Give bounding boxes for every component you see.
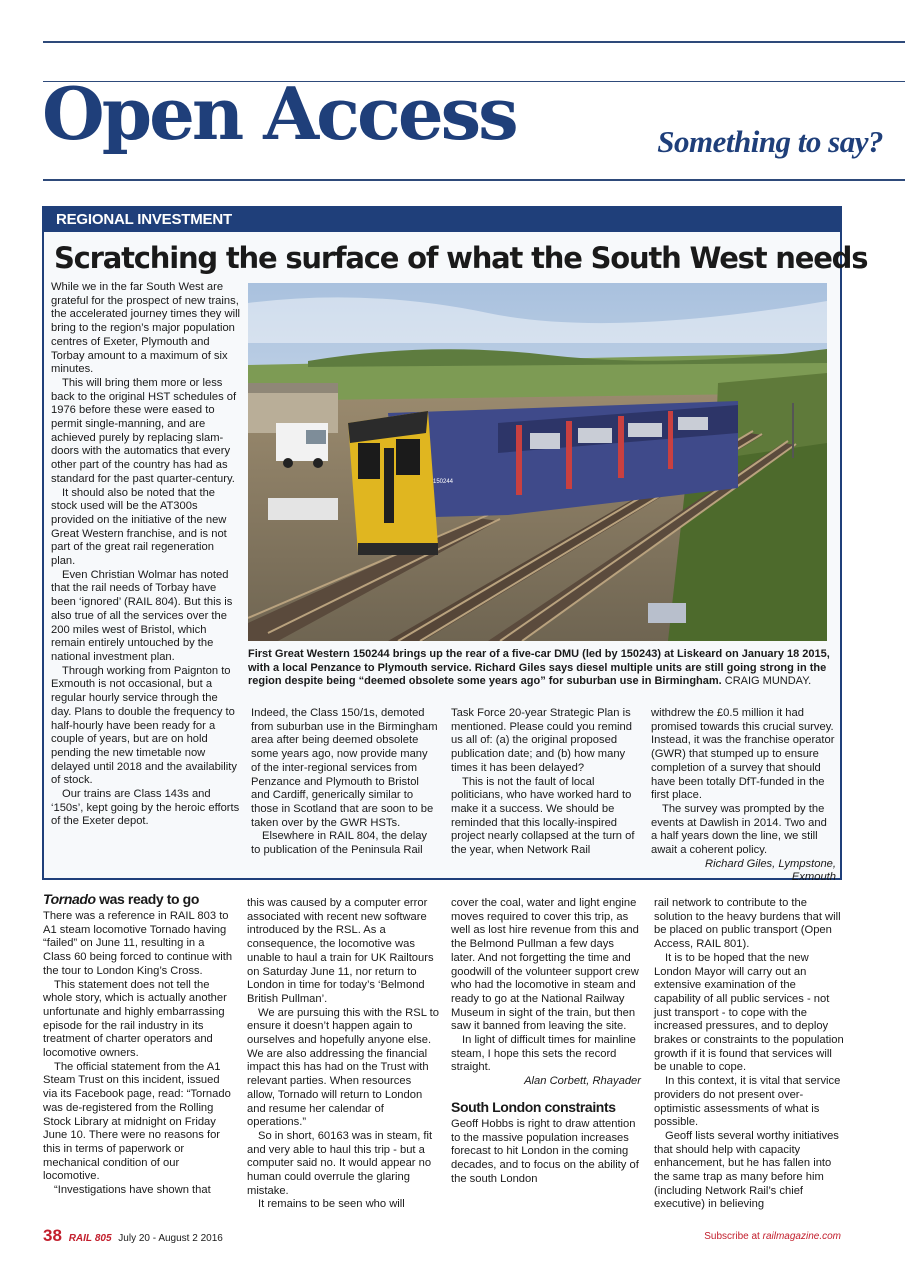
masthead-tagline: Something to say? — [657, 124, 883, 159]
train-photo — [248, 283, 827, 641]
paragraph: Our trains are Class 143s and ‘150s’, kept going by the heroic efforts of the Exeter depot. — [51, 788, 240, 828]
letter-column-1 — [43, 891, 235, 1198]
feature-column-3 — [451, 707, 639, 858]
paragraph: There was a reference in RAIL 803 to A1 steam locomotive Tornado having “failed” on June 11, resulting in a Class 60 being forced to continue with the tour to London King’s Cross. — [43, 910, 233, 977]
paragraph: It should also be noted that the stock used will be the AT300s provided on the initiative of the new Great Western franchise, and is not part of the great rail regeneration plan. — [51, 486, 227, 568]
paragraph: In this context, it is vital that service providers do not present over-optimistic assessments of what is possible. — [654, 1075, 841, 1129]
photo-caption — [248, 648, 833, 689]
feature-column-1 — [51, 281, 241, 829]
tornado-heading-rest: was ready to go — [95, 891, 199, 907]
paragraph: Through working from Paignton to Exmouth is not occasional, but a regular hourly service through the day. Plans to double the frequency to half-hourly have been ready for a couple of years, but are on hold pending the new timetable now delayed until 2018 and the availability of stock. — [51, 664, 237, 787]
subscribe-link[interactable]: railmagazine.com — [762, 1231, 841, 1242]
paragraph: “Investigations have shown that — [54, 1184, 211, 1197]
paragraph: this was caused by a computer error associated with recent new software introduced by the RSL. As a consequence, the locomotive was unable to haul a train for UK Railtours on Saturday June 11, nor return to London in time for today’s ‘Belmond British Pullman’. — [247, 897, 434, 1005]
feature-headline: Scratching the surface of what the South West needs — [54, 241, 868, 275]
paragraph: So in short, 60163 was in steam, fit and very able to haul this trip - but a computer said no. It would appear no human could overrule the glaring mistake. — [247, 1129, 433, 1197]
letter-column-3 — [451, 897, 641, 1186]
paragraph: The survey was prompted by the events at Dawlish in 2014. Two and a half years down the line, we still await a coherent policy. — [651, 802, 827, 857]
paragraph: It remains to be seen who will — [258, 1198, 405, 1211]
paragraph: Task Force 20-year Strategic Plan is mentioned. Please could you remind us all of: (a) the original proposed publication date; and (b) how many times it has been delayed? — [451, 707, 632, 774]
unit-number-label: 150244 — [433, 479, 454, 485]
folio — [43, 1226, 223, 1246]
south-london-heading: South London constraints — [451, 1098, 616, 1115]
letter-signature: Alan Corbett, Rhayader — [524, 1075, 641, 1088]
caption-text: First Great Western 150244 brings up the rear of a five-car DMU (led by 150243) at Liskeard on January 18 2015, with a local Penzance to Plymouth service. Richard Giles says diesel multiple units are still going strong in the region despite being “deemed obsolete some years ago” for suburban use in Birmingham. — [248, 648, 830, 688]
issue-number: 805 — [94, 1233, 112, 1244]
feature-column-4 — [651, 707, 836, 885]
paragraph: Even Christian Wolmar has noted that the rail needs of Torbay have been ‘ignored’ (RAIL 804). But this is also true of all the services over the 200 miles west of Bristol, which remain entirely untouched by the national investment plan. — [51, 568, 233, 663]
paragraph: withdrew the £0.5 million it had promised towards this crucial survey. Instead, it was the franchise operator (GWR) that stumped up to ensure completion of a survey that should have been totally DfT-funded in the first place. — [651, 707, 835, 802]
paragraph: This will bring them more or less back to the original HST schedules of 1976 before these were eased to permit single-manning, and are achieved purely by replacing slam-doors with the automatics that every other part of the country has had as standard for the past quarter-century. — [51, 376, 237, 485]
photo-credit: CRAIG MUNDAY. — [724, 675, 812, 688]
paragraph: This is not the fault of local politicians, who have worked hard to make it a success. We should be reminded that this locally-inspired project nearly collapsed at the turn of the year, when Network Rail — [451, 775, 635, 857]
letter-column-4 — [654, 897, 844, 1212]
issue-dates: July 20 - August 2 2016 — [118, 1233, 223, 1244]
paragraph: Geoff lists several worthy initiatives that should help with capacity enhancement, but he has fallen into the same trap as many before him (including Network Rail’s chief executive) in believing — [654, 1129, 839, 1211]
paragraph: While we in the far South West are grateful for the prospect of new trains, the accelerated journey times they will bring to the region’s major population centres of Exeter, Plymouth and Torbay amount to a maximum of six minutes. — [51, 281, 241, 376]
page-title: Open Access — [42, 71, 516, 156]
paragraph: In light of difficult times for mainline steam, I hope this sets the record straight. — [451, 1034, 636, 1074]
letter-signature: Richard Giles, Lympstone, Exmouth — [705, 857, 836, 884]
paragraph: rail network to contribute to the solution to the heavy burdens that will be placed on public transport (Open Access, RAIL 801). — [654, 897, 841, 951]
top-rule — [43, 41, 905, 43]
page-number: 38 — [43, 1226, 62, 1245]
paragraph: Geoff Hobbs is right to draw attention to the massive population increases forecast to hit London in the coming decades, and to focus on the ability of the south London — [451, 1117, 639, 1185]
magazine-name: RAIL — [68, 1233, 93, 1244]
paragraph: Elsewhere in RAIL 804, the delay to publication of the Peninsula Rail — [251, 830, 428, 857]
paragraph: The official statement from the A1 Steam Trust on this incident, issued via its Facebook page, read: “Tornado was de-registered from the Rolling Stock Library at midnight on Friday June 10. There were no reasons for this in terms of paperwork or mechanical condition of our locomotive. — [43, 1060, 231, 1183]
paragraph: It is to be hoped that the new London Mayor will carry out an extensive examination of the capability of all public services - not just transport - to cope with the increased pressures, and to deploy brakes or constraints to the population growth if it is found that services will be unable to cope. — [654, 951, 844, 1074]
letter-column-2 — [247, 897, 439, 1212]
paragraph: We are pursuing this with the RSL to ensure it doesn’t happen again to ourselves and hopefully anyone else. We are also addressing the financial impact this has had on the Trust with relevant parties. When resources allow, Tornado will return to London and resume her calendar of operations.” — [247, 1006, 439, 1129]
paragraph: cover the coal, water and light engine moves required to cover this trip, as well as lost hire revenue from this and the Belmond Pullman a few days later. And not forgetting the time and goodwill of the volunteer support crew who had the locomotive in steam and ready to go at the National Railway Museum in sight of the train, but then saw it banned from leaving the site. — [451, 897, 639, 1033]
paragraph: This statement does not tell the whole story, which is actually another unfortunate and highly embarrassing episode for the rail industry in its treatment of charter operators and locomotive owners. — [43, 978, 227, 1060]
masthead-lower-rule — [43, 179, 905, 181]
tornado-heading-em: Tornado — [43, 891, 96, 907]
paragraph: Indeed, the Class 150/1s, demoted from suburban use in the Birmingham area after being deemed obsolete some years ago, now provide many of the inter-regional services from Penzance and Plymouth to Bristol and Cardiff, generically similar to those in Scotland that are soon to be taken over by the GWR HSTs. — [251, 707, 438, 829]
subscribe-line — [704, 1231, 841, 1242]
tornado-heading — [43, 891, 235, 908]
subscribe-label: Subscribe at — [704, 1231, 760, 1242]
section-label: REGIONAL INVESTMENT — [44, 208, 840, 232]
feature-column-2 — [251, 707, 438, 858]
